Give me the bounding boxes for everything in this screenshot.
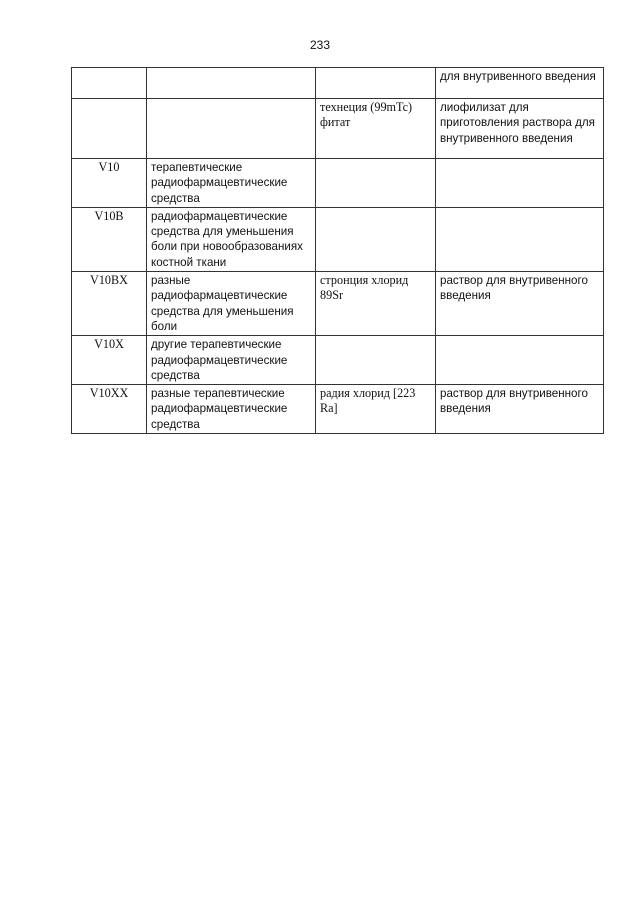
substance-cell: радия хлорид [223 Ra]	[316, 385, 436, 434]
table-row	[72, 336, 604, 385]
table-row	[72, 207, 604, 271]
substance-cell: стронция хлорид 89Sr	[316, 272, 436, 336]
anatomical-group-cell: терапевтические радиофармацевтические средства	[147, 159, 316, 208]
atc-code-cell: V10BX	[72, 272, 147, 336]
table-row	[72, 159, 604, 208]
dosage-form-cell: лиофилизат для приготовления раствора для внутривенного введения	[436, 99, 604, 159]
anatomical-group-cell: другие терапевтические радиофармацевтические средства	[147, 336, 316, 385]
substance-cell	[316, 336, 436, 385]
substance-cell	[316, 68, 436, 99]
anatomical-group-cell: разные терапевтические радиофармацевтические средства	[147, 385, 316, 434]
table-row	[72, 385, 604, 434]
anatomical-group-cell: радиофармацевтические средства для уменьшения боли при новообразованиях костной ткани	[147, 207, 316, 271]
page-number: 233	[309, 38, 331, 52]
atc-code-cell	[72, 99, 147, 159]
dosage-form-cell	[436, 336, 604, 385]
atc-code-cell: V10XX	[72, 385, 147, 434]
dosage-form-cell	[436, 207, 604, 271]
atc-classification-table	[71, 67, 604, 434]
dosage-form-cell	[436, 159, 604, 208]
anatomical-group-cell	[147, 99, 316, 159]
atc-code-cell: V10	[72, 159, 147, 208]
table-row	[72, 68, 604, 99]
dosage-form-cell: раствор для внутривенного введения	[436, 385, 604, 434]
atc-code-cell: V10X	[72, 336, 147, 385]
table-row	[72, 99, 604, 159]
atc-code-cell	[72, 68, 147, 99]
substance-cell	[316, 207, 436, 271]
atc-code-cell: V10B	[72, 207, 147, 271]
anatomical-group-cell: разные радиофармацевтические средства для уменьшения боли	[147, 272, 316, 336]
substance-cell: технеция (99mTc) фитат	[316, 99, 436, 159]
substance-cell	[316, 159, 436, 208]
dosage-form-cell: для внутривенного введения	[436, 68, 604, 99]
anatomical-group-cell	[147, 68, 316, 99]
dosage-form-cell: раствор для внутривенного введения	[436, 272, 604, 336]
table-row	[72, 272, 604, 336]
